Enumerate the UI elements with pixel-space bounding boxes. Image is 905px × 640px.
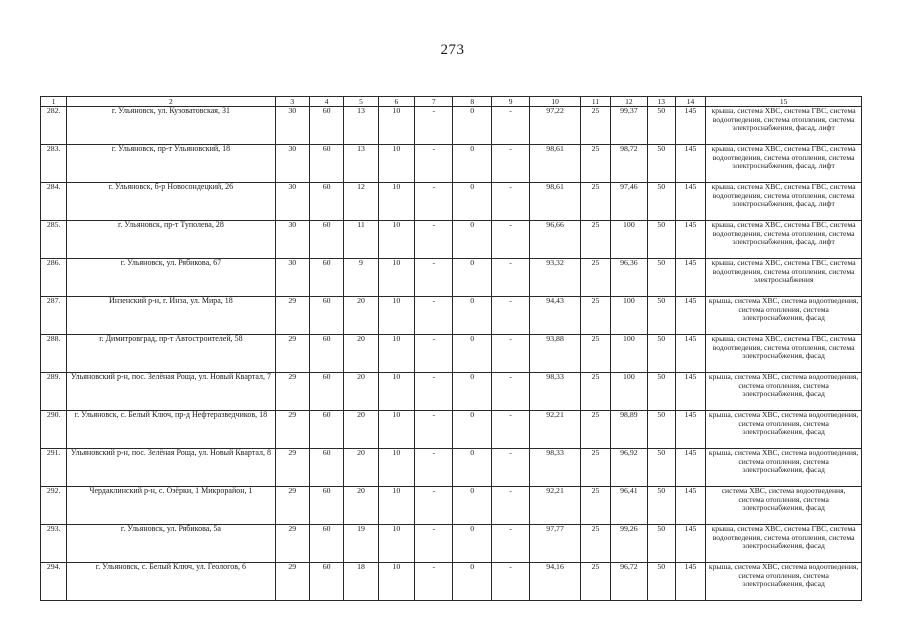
works-list-cell: крыша, система ХВС, система ГВС, система водоотведения, система отопления, система электроснабжения, фасад bbox=[706, 525, 862, 563]
col4-cell: 60 bbox=[309, 373, 343, 411]
col14-cell: 145 bbox=[675, 411, 705, 449]
col3-cell: 29 bbox=[275, 335, 309, 373]
col7-cell: - bbox=[415, 373, 453, 411]
col8-cell: 0 bbox=[453, 183, 491, 221]
address-cell: Инзенский р-н, г. Инза, ул. Мира, 18 bbox=[67, 297, 275, 335]
col14-cell: 145 bbox=[675, 297, 705, 335]
col7-cell: - bbox=[415, 335, 453, 373]
col9-cell: - bbox=[491, 221, 529, 259]
col6-cell: 10 bbox=[378, 183, 414, 221]
col8-cell: 0 bbox=[453, 563, 491, 601]
works-list-cell: крыша, система ХВС, система водоотведения, система отопления, система электроснабжения, фасад bbox=[706, 411, 862, 449]
col6-cell: 10 bbox=[378, 145, 414, 183]
col3-cell: 30 bbox=[275, 107, 309, 145]
col5-cell: 9 bbox=[344, 259, 378, 297]
col13-cell: 50 bbox=[647, 487, 675, 525]
col8-cell: 0 bbox=[453, 487, 491, 525]
col13-cell: 50 bbox=[647, 183, 675, 221]
col3-cell: 30 bbox=[275, 145, 309, 183]
col8-cell: 0 bbox=[453, 145, 491, 183]
col11-cell: 25 bbox=[580, 335, 610, 373]
table-body bbox=[41, 107, 862, 601]
col8-cell: 0 bbox=[453, 107, 491, 145]
column-header: 15 bbox=[706, 97, 862, 107]
col9-cell: - bbox=[491, 259, 529, 297]
col12-cell: 98,72 bbox=[611, 145, 647, 183]
col13-cell: 50 bbox=[647, 221, 675, 259]
row-number: 292. bbox=[41, 487, 67, 525]
col4-cell: 60 bbox=[309, 411, 343, 449]
column-header: 4 bbox=[309, 97, 343, 107]
col10-cell: 93,32 bbox=[530, 259, 581, 297]
col12-cell: 98,89 bbox=[611, 411, 647, 449]
col12-cell: 97,46 bbox=[611, 183, 647, 221]
table-row bbox=[41, 487, 862, 525]
col4-cell: 60 bbox=[309, 183, 343, 221]
col14-cell: 145 bbox=[675, 145, 705, 183]
works-list-cell: крыша, система ХВС, система водоотведения, система отопления, система электроснабжения, фасад bbox=[706, 449, 862, 487]
col10-cell: 93,88 bbox=[530, 335, 581, 373]
col4-cell: 60 bbox=[309, 259, 343, 297]
col11-cell: 25 bbox=[580, 411, 610, 449]
column-header: 14 bbox=[675, 97, 705, 107]
col14-cell: 145 bbox=[675, 221, 705, 259]
address-cell: г. Ульяновск, пр-т Ульяновский, 18 bbox=[67, 145, 275, 183]
col5-cell: 19 bbox=[344, 525, 378, 563]
col8-cell: 0 bbox=[453, 449, 491, 487]
row-number: 285. bbox=[41, 221, 67, 259]
col10-cell: 98,33 bbox=[530, 373, 581, 411]
col4-cell: 60 bbox=[309, 107, 343, 145]
col5-cell: 20 bbox=[344, 373, 378, 411]
col12-cell: 96,72 bbox=[611, 563, 647, 601]
col12-cell: 99,37 bbox=[611, 107, 647, 145]
col10-cell: 97,22 bbox=[530, 107, 581, 145]
table-row bbox=[41, 107, 862, 145]
col12-cell: 99,26 bbox=[611, 525, 647, 563]
col5-cell: 20 bbox=[344, 335, 378, 373]
col9-cell: - bbox=[491, 487, 529, 525]
col7-cell: - bbox=[415, 525, 453, 563]
address-cell: г. Димитровград, пр-т Автостроителей, 58 bbox=[67, 335, 275, 373]
col3-cell: 29 bbox=[275, 449, 309, 487]
col14-cell: 145 bbox=[675, 487, 705, 525]
col4-cell: 60 bbox=[309, 563, 343, 601]
address-cell: Чердаклинский р-н, с. Озёрки, 1 Микрорайон, 1 bbox=[67, 487, 275, 525]
col3-cell: 30 bbox=[275, 259, 309, 297]
col13-cell: 50 bbox=[647, 145, 675, 183]
col6-cell: 10 bbox=[378, 525, 414, 563]
col10-cell: 92,21 bbox=[530, 487, 581, 525]
table-row bbox=[41, 183, 862, 221]
col12-cell: 96,92 bbox=[611, 449, 647, 487]
col4-cell: 60 bbox=[309, 525, 343, 563]
col13-cell: 50 bbox=[647, 449, 675, 487]
col8-cell: 0 bbox=[453, 411, 491, 449]
row-number: 293. bbox=[41, 525, 67, 563]
col11-cell: 25 bbox=[580, 107, 610, 145]
address-cell: Ульяновский р-н, пос. Зелёная Роща, ул. Новый Квартал, 7 bbox=[67, 373, 275, 411]
col6-cell: 10 bbox=[378, 563, 414, 601]
col13-cell: 50 bbox=[647, 297, 675, 335]
col8-cell: 0 bbox=[453, 335, 491, 373]
col14-cell: 145 bbox=[675, 373, 705, 411]
row-number: 289. bbox=[41, 373, 67, 411]
col10-cell: 96,66 bbox=[530, 221, 581, 259]
row-number: 287. bbox=[41, 297, 67, 335]
col14-cell: 145 bbox=[675, 449, 705, 487]
col5-cell: 13 bbox=[344, 107, 378, 145]
table-row bbox=[41, 563, 862, 601]
works-list-cell: крыша, система ХВС, система ГВС, система водоотведения, система отопления, система электроснабжения, фасад, лифт bbox=[706, 221, 862, 259]
col5-cell: 12 bbox=[344, 183, 378, 221]
col11-cell: 25 bbox=[580, 145, 610, 183]
col8-cell: 0 bbox=[453, 373, 491, 411]
works-list-cell: крыша, система ХВС, система ГВС, система водоотведения, система отопления, система электроснабжения, фасад bbox=[706, 335, 862, 373]
col3-cell: 29 bbox=[275, 563, 309, 601]
works-list-cell: крыша, система ХВС, система водоотведения, система отопления, система электроснабжения, фасад bbox=[706, 563, 862, 601]
col3-cell: 29 bbox=[275, 373, 309, 411]
works-list-cell: система ХВС, система водоотведения, система отопления, система электроснабжения, фасад bbox=[706, 487, 862, 525]
col3-cell: 29 bbox=[275, 297, 309, 335]
col11-cell: 25 bbox=[580, 221, 610, 259]
row-number: 283. bbox=[41, 145, 67, 183]
address-cell: г. Ульяновск, пр-т Туполева, 28 bbox=[67, 221, 275, 259]
col13-cell: 50 bbox=[647, 107, 675, 145]
column-header: 13 bbox=[647, 97, 675, 107]
col7-cell: - bbox=[415, 221, 453, 259]
col13-cell: 50 bbox=[647, 335, 675, 373]
col3-cell: 29 bbox=[275, 487, 309, 525]
col6-cell: 10 bbox=[378, 487, 414, 525]
works-list-cell: крыша, система ХВС, система ГВС, система водоотведения, система отопления, система электроснабжения bbox=[706, 259, 862, 297]
col14-cell: 145 bbox=[675, 525, 705, 563]
col10-cell: 98,61 bbox=[530, 183, 581, 221]
col12-cell: 100 bbox=[611, 221, 647, 259]
column-header: 5 bbox=[344, 97, 378, 107]
col11-cell: 25 bbox=[580, 487, 610, 525]
col6-cell: 10 bbox=[378, 373, 414, 411]
row-number: 294. bbox=[41, 563, 67, 601]
col5-cell: 13 bbox=[344, 145, 378, 183]
row-number: 290. bbox=[41, 411, 67, 449]
col12-cell: 100 bbox=[611, 297, 647, 335]
housing-registry-table bbox=[40, 96, 862, 601]
col11-cell: 25 bbox=[580, 259, 610, 297]
col8-cell: 0 bbox=[453, 221, 491, 259]
column-header: 10 bbox=[530, 97, 581, 107]
col7-cell: - bbox=[415, 563, 453, 601]
col7-cell: - bbox=[415, 297, 453, 335]
col14-cell: 145 bbox=[675, 335, 705, 373]
col10-cell: 97,77 bbox=[530, 525, 581, 563]
col9-cell: - bbox=[491, 107, 529, 145]
column-header: 12 bbox=[611, 97, 647, 107]
col5-cell: 11 bbox=[344, 221, 378, 259]
col10-cell: 98,33 bbox=[530, 449, 581, 487]
table-row bbox=[41, 449, 862, 487]
col5-cell: 20 bbox=[344, 449, 378, 487]
col5-cell: 18 bbox=[344, 563, 378, 601]
col11-cell: 25 bbox=[580, 449, 610, 487]
col5-cell: 20 bbox=[344, 411, 378, 449]
col7-cell: - bbox=[415, 107, 453, 145]
works-list-cell: крыша, система ХВС, система ГВС, система водоотведения, система отопления, система электроснабжения, фасад, лифт bbox=[706, 145, 862, 183]
column-header: 1 bbox=[41, 97, 67, 107]
col7-cell: - bbox=[415, 449, 453, 487]
col6-cell: 10 bbox=[378, 411, 414, 449]
address-cell: Ульяновский р-н, пос. Зелёная Роща, ул. Новый Квартал, 8 bbox=[67, 449, 275, 487]
col6-cell: 10 bbox=[378, 449, 414, 487]
col9-cell: - bbox=[491, 373, 529, 411]
col14-cell: 145 bbox=[675, 183, 705, 221]
col7-cell: - bbox=[415, 487, 453, 525]
column-number-row bbox=[41, 97, 862, 107]
col12-cell: 100 bbox=[611, 373, 647, 411]
row-number: 286. bbox=[41, 259, 67, 297]
col10-cell: 92,21 bbox=[530, 411, 581, 449]
col14-cell: 145 bbox=[675, 563, 705, 601]
col7-cell: - bbox=[415, 411, 453, 449]
col9-cell: - bbox=[491, 183, 529, 221]
col6-cell: 10 bbox=[378, 221, 414, 259]
col13-cell: 50 bbox=[647, 373, 675, 411]
table-row bbox=[41, 297, 862, 335]
col11-cell: 25 bbox=[580, 183, 610, 221]
col8-cell: 0 bbox=[453, 297, 491, 335]
works-list-cell: крыша, система ХВС, система ГВС, система водоотведения, система отопления, система электроснабжения, фасад, лифт bbox=[706, 107, 862, 145]
col9-cell: - bbox=[491, 563, 529, 601]
table-row bbox=[41, 259, 862, 297]
col7-cell: - bbox=[415, 259, 453, 297]
column-header: 6 bbox=[378, 97, 414, 107]
works-list-cell: крыша, система ХВС, система водоотведения, система отопления, система электроснабжения, фасад bbox=[706, 297, 862, 335]
col7-cell: - bbox=[415, 145, 453, 183]
row-number: 284. bbox=[41, 183, 67, 221]
col12-cell: 100 bbox=[611, 335, 647, 373]
col11-cell: 25 bbox=[580, 525, 610, 563]
table-row bbox=[41, 411, 862, 449]
col12-cell: 96,41 bbox=[611, 487, 647, 525]
col9-cell: - bbox=[491, 297, 529, 335]
col6-cell: 10 bbox=[378, 335, 414, 373]
col8-cell: 0 bbox=[453, 259, 491, 297]
col9-cell: - bbox=[491, 525, 529, 563]
col3-cell: 30 bbox=[275, 183, 309, 221]
col4-cell: 60 bbox=[309, 335, 343, 373]
col4-cell: 60 bbox=[309, 487, 343, 525]
col4-cell: 60 bbox=[309, 221, 343, 259]
col7-cell: - bbox=[415, 183, 453, 221]
col8-cell: 0 bbox=[453, 525, 491, 563]
col10-cell: 94,43 bbox=[530, 297, 581, 335]
col13-cell: 50 bbox=[647, 259, 675, 297]
address-cell: г. Ульяновск, б-р Новосондецкий, 26 bbox=[67, 183, 275, 221]
table-row bbox=[41, 525, 862, 563]
col5-cell: 20 bbox=[344, 487, 378, 525]
col13-cell: 50 bbox=[647, 525, 675, 563]
col9-cell: - bbox=[491, 145, 529, 183]
col9-cell: - bbox=[491, 449, 529, 487]
row-number: 288. bbox=[41, 335, 67, 373]
col12-cell: 96,36 bbox=[611, 259, 647, 297]
col4-cell: 60 bbox=[309, 449, 343, 487]
column-header: 9 bbox=[491, 97, 529, 107]
page-number: 273 bbox=[440, 42, 465, 58]
address-cell: г. Ульяновск, ул. Рябикова, 5а bbox=[67, 525, 275, 563]
col4-cell: 60 bbox=[309, 145, 343, 183]
column-header: 11 bbox=[580, 97, 610, 107]
column-header: 2 bbox=[67, 97, 275, 107]
col9-cell: - bbox=[491, 411, 529, 449]
col3-cell: 29 bbox=[275, 411, 309, 449]
col10-cell: 98,61 bbox=[530, 145, 581, 183]
table-row bbox=[41, 373, 862, 411]
address-cell: г. Ульяновск, с. Белый Ключ, пр-д Нефтеразведчиков, 18 bbox=[67, 411, 275, 449]
col13-cell: 50 bbox=[647, 563, 675, 601]
col13-cell: 50 bbox=[647, 411, 675, 449]
col4-cell: 60 bbox=[309, 297, 343, 335]
col14-cell: 145 bbox=[675, 107, 705, 145]
col11-cell: 25 bbox=[580, 563, 610, 601]
column-header: 7 bbox=[415, 97, 453, 107]
col11-cell: 25 bbox=[580, 297, 610, 335]
col3-cell: 29 bbox=[275, 525, 309, 563]
works-list-cell: крыша, система ХВС, система водоотведения, система отопления, система электроснабжения, фасад bbox=[706, 373, 862, 411]
row-number: 291. bbox=[41, 449, 67, 487]
table-row bbox=[41, 221, 862, 259]
column-header: 8 bbox=[453, 97, 491, 107]
address-cell: г. Ульяновск, с. Белый Ключ, ул. Геологов, 6 bbox=[67, 563, 275, 601]
row-number: 282. bbox=[41, 107, 67, 145]
works-list-cell: крыша, система ХВС, система ГВС, система водоотведения, система отопления, система электроснабжения, фасад, лифт bbox=[706, 183, 862, 221]
col6-cell: 10 bbox=[378, 297, 414, 335]
address-cell: г. Ульяновск, ул. Кузоватовская, 31 bbox=[67, 107, 275, 145]
table-row bbox=[41, 145, 862, 183]
col9-cell: - bbox=[491, 335, 529, 373]
col6-cell: 10 bbox=[378, 259, 414, 297]
address-cell: г. Ульяновск, ул. Рябикова, 67 bbox=[67, 259, 275, 297]
table-row bbox=[41, 335, 862, 373]
col3-cell: 30 bbox=[275, 221, 309, 259]
col10-cell: 94,16 bbox=[530, 563, 581, 601]
column-header: 3 bbox=[275, 97, 309, 107]
col5-cell: 20 bbox=[344, 297, 378, 335]
col11-cell: 25 bbox=[580, 373, 610, 411]
col14-cell: 145 bbox=[675, 259, 705, 297]
col6-cell: 10 bbox=[378, 107, 414, 145]
